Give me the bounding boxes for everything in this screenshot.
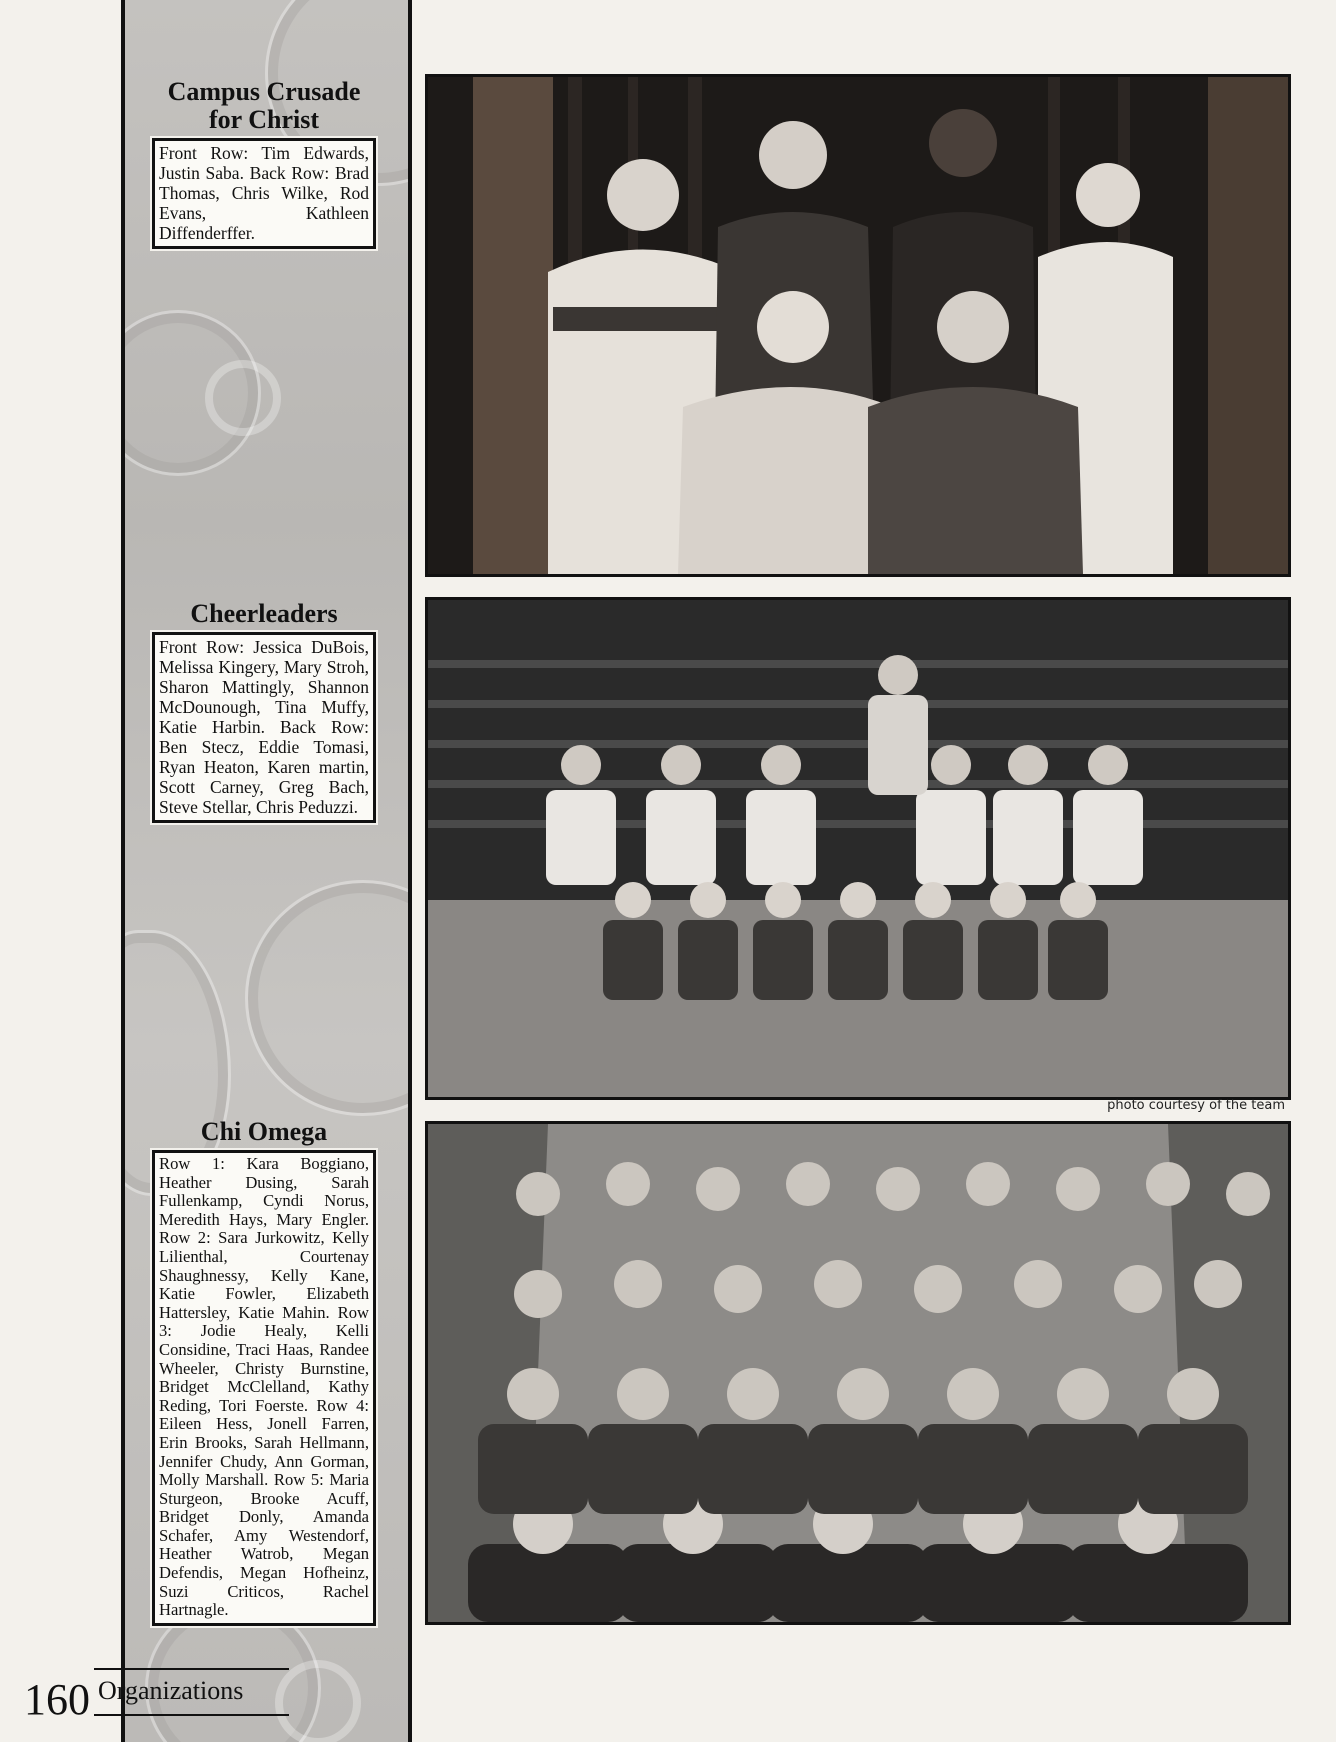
section-chi-omega [152, 1118, 376, 1626]
group-photo-campus-crusade [425, 74, 1291, 577]
group-photo-cheerleaders [425, 597, 1291, 1100]
photo-credit: photo courtesy of the team [1107, 1098, 1285, 1113]
footer-rule [94, 1668, 289, 1670]
watch-ring-graphic [205, 360, 281, 436]
section-title [152, 1118, 376, 1146]
page-number: 160 [24, 1675, 90, 1724]
section-title [152, 78, 376, 134]
section-title-line: Campus Crusade [167, 77, 361, 106]
section-campus-crusade [152, 78, 376, 249]
section-caption: Front Row: Tim Edwards, Justin Saba. Back Row: Brad Thomas, Chris Wilke, Rod Evans, Kathleen Diffenderffer. [152, 138, 376, 249]
group-photo-chi-omega [425, 1121, 1291, 1625]
section-name: Organizations [98, 1676, 244, 1705]
section-caption: Front Row: Jessica DuBois, Melissa Kingery, Mary Stroh, Sharon Mattingly, Shannon McDounough, Tina Muffy, Katie Harbin. Back Row: Ben Stecz, Eddie Tomasi, Ryan Heaton, Karen martin, Scott Carney, Greg Bach, Steve Stellar, Chris Peduzzi. [152, 632, 376, 823]
section-title-line: for Christ [208, 105, 319, 134]
section-title-line: Chi Omega [200, 1117, 328, 1146]
section-title [152, 600, 376, 628]
pocket-watch-graphic [245, 880, 412, 1116]
section-caption: Row 1: Kara Boggiano, Heather Dusing, Sarah Fullenkamp, Cyndi Norus, Meredith Hays, Mary Engler. Row 2: Sara Jurkowitz, Kelly Lilienthal, Courtenay Shaughnessy, Kelly Kane, Katie Fowler, Elizabeth Hattersley, Katie Mahin. Row 3: Jodie Healy, Kelli Considine, Traci Haas, Randee Wheeler, Christy Burnstine, Bridget McClelland, Kathy Reding, Tori Foerste. Row 4: Eileen Hess, Jonell Farren, Erin Brooks, Sarah Hellmann, Jennifer Chudy, Ann Gorman, Molly Marshall. Row 5: Maria Sturgeon, Brooke Acuff, Bridget Donly, Amanda Schafer, Amy Westendorf, Heather Watrob, Megan Defendis, Megan Hofheinz, Suzi Criticos, Rachel Hartnagle. [152, 1150, 376, 1626]
watch-ring-graphic [275, 1660, 361, 1742]
section-cheerleaders [152, 600, 376, 823]
section-title-line: Cheerleaders [190, 599, 338, 628]
footer-rule [94, 1714, 289, 1716]
